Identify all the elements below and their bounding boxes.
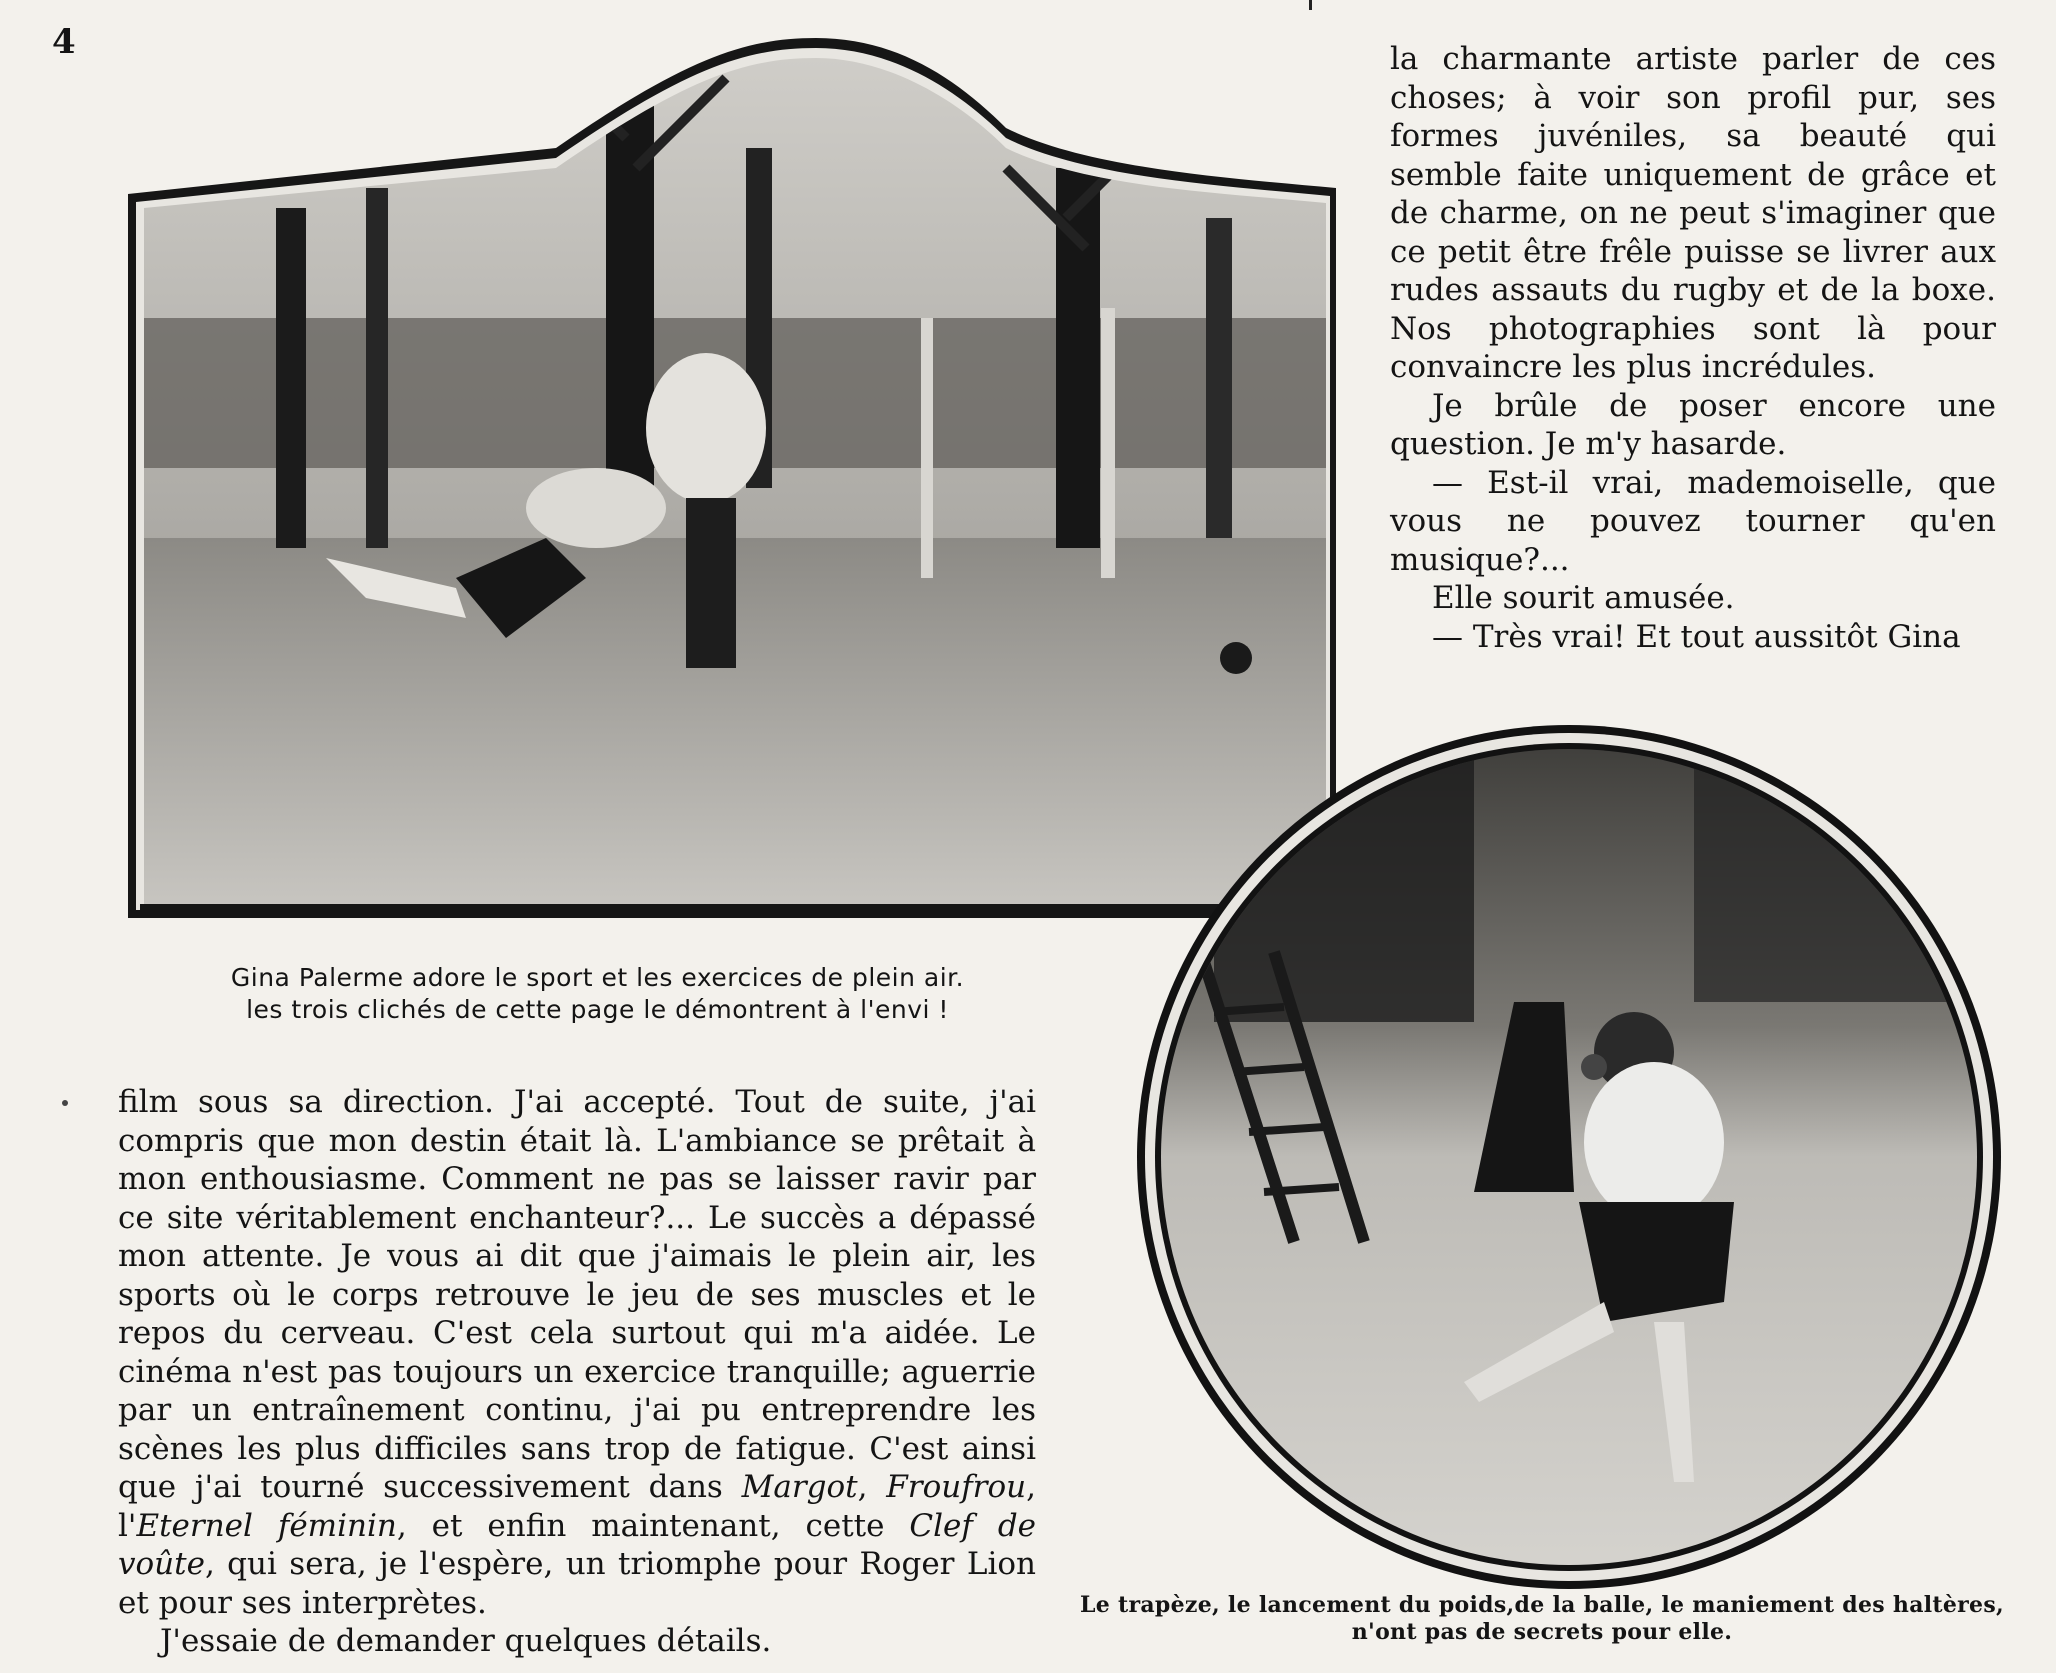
film-title: Froufrou [886, 1469, 1027, 1505]
left-column-text [118, 1083, 1036, 1661]
paragraph: Elle sourit amusée. [1432, 580, 1735, 616]
caption-line: les trois clichés de cette page le démontrent à l'envi ! [246, 995, 949, 1024]
text-run: , [857, 1469, 887, 1505]
text-run: , qui sera, je l'espère, un triomphe pour Roger Lion et pour ses interprètes. [118, 1546, 1036, 1621]
paragraph: J'essaie de demander quelques détails. [160, 1623, 772, 1659]
page-number: 4 [52, 22, 76, 62]
text-run: , l' [118, 1469, 1036, 1544]
bullet-mark [62, 1100, 68, 1106]
top-photo-caption [160, 962, 1035, 1026]
film-title: Eternel féminin [136, 1507, 397, 1544]
page-rule [1309, 0, 1312, 10]
right-column-text [1390, 40, 1996, 656]
round-photo-caption [1080, 1592, 2004, 1646]
paragraph: — Très vrai! Et tout aussitôt Gina [1432, 618, 1961, 655]
paragraph [118, 1083, 1036, 1622]
caption-line: n'ont pas de secrets pour elle. [1351, 1619, 1733, 1645]
film-title: Margot [741, 1469, 858, 1505]
caption-line: Gina Palerme adore le sport et les exercices de plein air. [230, 963, 965, 992]
film-title: Clef de voûte [118, 1507, 1037, 1582]
text-run: film sous sa direction. J'ai accepté. Tout de suite, j'ai compris que mon destin était là. L'ambiance se prêtait à mon enthousiasme. Comment ne pas se laisser ravir par ce site véritablement enchanteur?... Le succès a dépassé mon attente. Je vous ai dit que j'aimais le plein air, les sports où le corps retrouve le jeu de ses muscles et le repos du cerveau. C'est cela surtout qui m'a aidée. Le cinéma n'est pas toujours un exercice tranquille; aguerrie par un entraînement continu, j'ai pu entreprendre les scènes les plus difficiles sans trop de fatigue. C'est ainsi que j'ai tourné successivement dans [118, 1084, 1036, 1505]
paragraph: Je brûle de poser encore une question. Je m'y hasarde. [1390, 387, 1996, 462]
paragraph: — Est-il vrai, mademoiselle, que vous ne pouvez tourner qu'en musique?... [1390, 464, 1996, 578]
photo-round [1134, 722, 2004, 1592]
caption-line: Le trapèze, le lancement du poids,de la balle, le maniement des haltères, [1080, 1592, 2004, 1618]
paragraph: la charmante artiste parler de ces choses; à voir son profil pur, ses formes juvéniles, sa beauté qui semble faite uniquement de grâce et de charme, on ne peut s'imaginer que ce petit être frêle puisse se livrer aux rudes assauts du rugby et de la boxe. Nos photographies sont là pour convaincre les plus incrédules. [1390, 41, 1996, 385]
text-run: , et enfin maintenant, cette [396, 1507, 910, 1544]
